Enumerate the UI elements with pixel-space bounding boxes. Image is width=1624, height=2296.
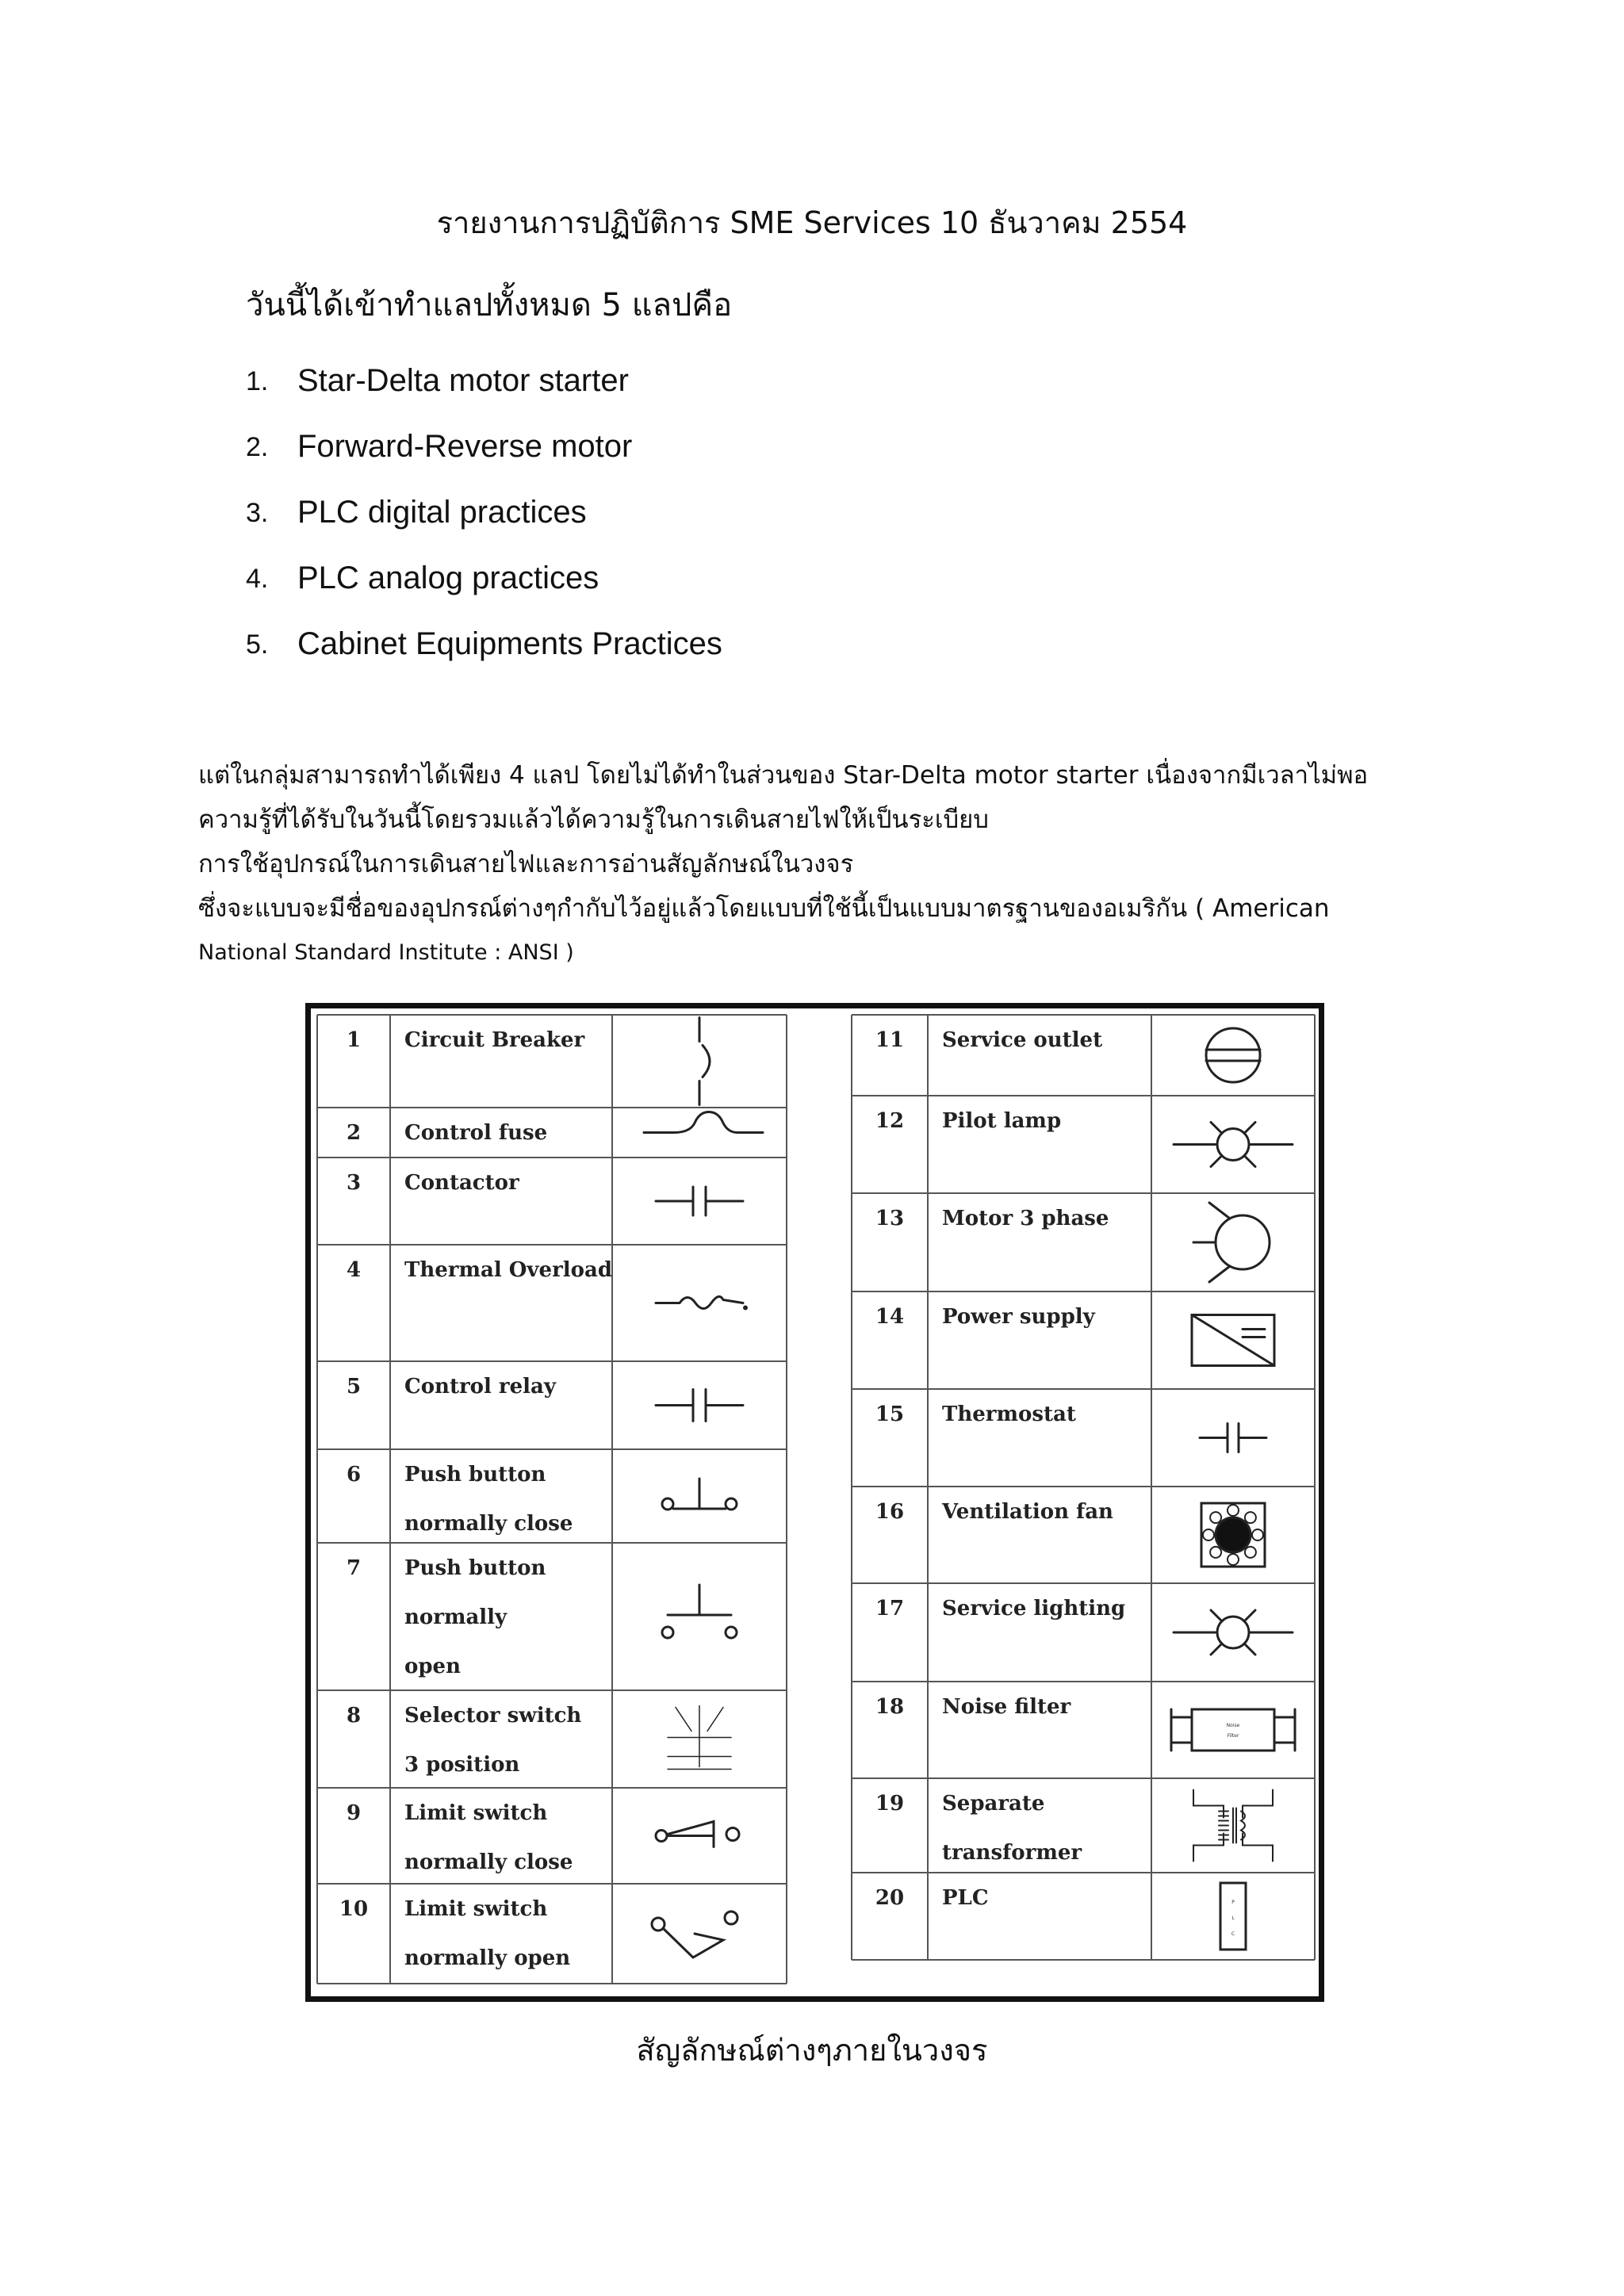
selector-switch-icon [668, 1706, 731, 1770]
symbol-number: 7 [346, 1556, 362, 1580]
symbol-name: PLC [942, 1886, 989, 1910]
lab-label: PLC analog practices [297, 561, 599, 595]
symbol-number: 6 [346, 1463, 362, 1487]
lab-label: PLC digital practices [297, 495, 587, 530]
symbol-name: Thermostat [942, 1402, 1076, 1426]
paragraph-line: ซึ่งจะแบบจะมีชื่อของอุปกรณ์ต่างๆกำกับไว้อยู่แล้วโดยแบบที่ใช้นี้เป็นแบบมาตรฐานของอเมริกัน ( American [198, 894, 1330, 923]
symbol-number: 3 [346, 1171, 362, 1195]
symbol-number: 13 [875, 1207, 905, 1230]
pilot-lamp-icon [1174, 1123, 1293, 1167]
body-paragraph [198, 753, 1435, 975]
symbol-number: 18 [875, 1695, 905, 1719]
table-grid-lines [317, 1015, 1315, 1984]
paragraph-line: การใช้อุปกรณ์ในการเดินสายไฟและการอ่านสัญลักษณ์ในวงจร [198, 850, 854, 878]
symbol-number: 14 [875, 1305, 905, 1329]
push-button-nc-icon [662, 1479, 737, 1510]
transformer-icon [1193, 1790, 1273, 1862]
symbol-number: 20 [875, 1886, 905, 1910]
symbol-name: Power supply [942, 1305, 1095, 1329]
list-number: 4. [246, 564, 269, 594]
relay-icon [656, 1390, 743, 1422]
symbol-number: 5 [346, 1375, 362, 1399]
symbol-number: 2 [346, 1121, 362, 1145]
symbol-number: 17 [875, 1597, 905, 1621]
symbol-number: 1 [346, 1028, 362, 1052]
symbol-name: Ventilation fan [942, 1500, 1113, 1524]
symbol-name: Limit switch [404, 1801, 548, 1825]
symbol-name: Pilot lamp [942, 1109, 1062, 1133]
symbol-name: normally close [404, 1850, 573, 1874]
symbol-name: open [404, 1655, 461, 1678]
symbol-name: normally open [404, 1946, 571, 1970]
symbol-name: Circuit Breaker [404, 1028, 585, 1052]
symbol-name: normally close [404, 1512, 573, 1536]
symbol-name: Noise filter [942, 1695, 1071, 1719]
figure-caption: สัญลักษณ์ต่างๆภายในวงจร [636, 2033, 988, 2068]
symbols-table-grid [311, 1008, 1319, 1996]
document-title: รายงานการปฏิบัติการ SME Services 10 ธันวาคม 2554 [436, 205, 1188, 240]
motor-icon [1193, 1203, 1270, 1282]
list-item [246, 495, 722, 561]
plc-label: P [1231, 1900, 1235, 1905]
symbol-number: 8 [346, 1704, 362, 1728]
symbol-number: 4 [346, 1258, 362, 1282]
symbol-name: normally [404, 1605, 508, 1629]
push-button-no-icon [662, 1585, 737, 1638]
lab-label: Forward-Reverse motor [297, 429, 633, 464]
symbol-name: Service outlet [942, 1028, 1103, 1052]
plc-label: L [1231, 1915, 1235, 1921]
symbol-name: 3 position [404, 1753, 520, 1777]
symbol-name: Control fuse [404, 1121, 548, 1145]
list-item [246, 626, 722, 692]
paragraph-line: National Standard Institute : ANSI ) [198, 940, 574, 965]
list-item [246, 561, 722, 626]
plc-icon [1220, 1883, 1246, 1950]
symbol-name: Selector switch [404, 1704, 582, 1728]
symbol-name: Push button [404, 1463, 546, 1487]
lab-list [246, 363, 722, 692]
symbol-name: Service lighting [942, 1597, 1126, 1621]
symbols-table [305, 1003, 1324, 2002]
symbol-name: Limit switch [404, 1897, 548, 1921]
symbol-name: Motor 3 phase [942, 1207, 1109, 1230]
list-item [246, 363, 722, 429]
power-supply-icon [1192, 1315, 1274, 1366]
thermal-overload-icon [656, 1296, 747, 1309]
lab-label: Cabinet Equipments Practices [297, 626, 722, 661]
symbol-number: 15 [875, 1402, 905, 1426]
list-number: 5. [246, 629, 269, 660]
circuit-breaker-icon [699, 1018, 710, 1105]
symbol-number: 11 [875, 1028, 905, 1052]
noise-filter-label: Filter [1227, 1733, 1239, 1739]
fuse-icon [644, 1112, 763, 1133]
symbol-number: 16 [875, 1500, 905, 1524]
paragraph-line: ความรู้ที่ได้รับในวันนี้โดยรวมแล้วได้ความรู้ในการเดินสายไฟให้เป็นระเบียบ [198, 806, 989, 834]
symbol-name: transformer [942, 1841, 1082, 1865]
symbol-number: 9 [346, 1801, 362, 1825]
list-number: 1. [246, 366, 269, 396]
symbol-name: Contactor [404, 1171, 519, 1195]
paragraph-line: แต่ในกลุ่มสามารถทำได้เพียง 4 แลป โดยไม่ได้ทำในส่วนของ Star-Delta motor starter เนื่องจากมีเวลาไม่พอ [198, 761, 1369, 790]
contactor-icon [656, 1187, 743, 1215]
symbol-name: Control relay [404, 1375, 556, 1399]
symbol-name: Thermal Overload [404, 1258, 613, 1282]
limit-switch-nc-icon [656, 1822, 739, 1847]
noise-filter-icon [1171, 1709, 1295, 1751]
fan-icon [1201, 1503, 1265, 1567]
symbol-number: 19 [875, 1792, 905, 1816]
service-outlet-icon [1206, 1028, 1260, 1082]
intro-line: วันนี้ได้เข้าทำแลปทั้งหมด 5 แลปคือ [246, 287, 733, 323]
plc-label: C [1231, 1931, 1235, 1937]
limit-switch-no-icon [652, 1911, 737, 1957]
list-number: 2. [246, 432, 269, 462]
symbol-number: 12 [875, 1109, 905, 1133]
symbol-name: Push button [404, 1556, 546, 1580]
symbol-number: 10 [339, 1897, 369, 1921]
list-item [246, 429, 722, 495]
lighting-icon [1174, 1610, 1293, 1655]
list-number: 3. [246, 498, 269, 528]
symbol-name: Separate [942, 1792, 1045, 1816]
lab-label: Star-Delta motor starter [297, 363, 629, 398]
thermostat-icon [1200, 1424, 1266, 1452]
noise-filter-label: Noise [1226, 1723, 1240, 1728]
